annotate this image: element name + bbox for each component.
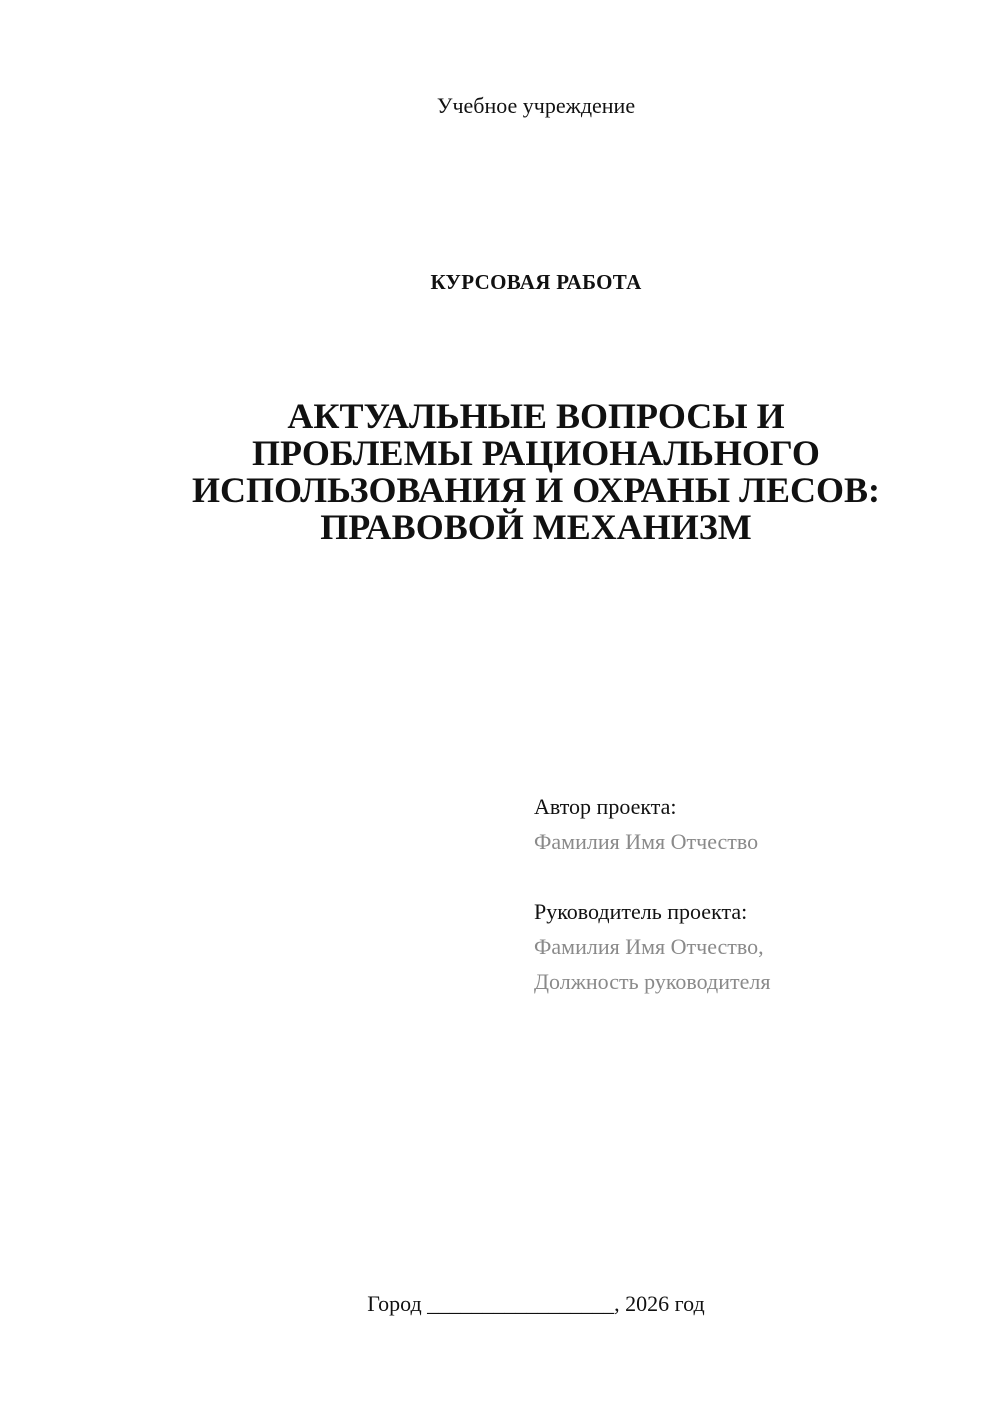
credits-block [534,789,974,999]
author-name-placeholder: Фамилия Имя Отчество [534,829,759,854]
title-line: ПРАВОВОЙ МЕХАНИЗМ [320,507,752,547]
work-type-heading: КУРСОВАЯ РАБОТА [430,270,642,294]
title-line: ПРОБЛЕМЫ РАЦИОНАЛЬНОГО [252,433,820,473]
city-year-footer: Город _________________, 2026 год [367,1291,705,1316]
supervisor-label: Руководитель проекта: [534,899,748,924]
document-title [120,398,952,546]
author-label: Автор проекта: [534,794,677,819]
supervisor-name-placeholder: Фамилия Имя Отчество, [534,934,764,959]
spacer [534,859,974,894]
title-line: АКТУАЛЬНЫЕ ВОПРОСЫ И [287,396,785,436]
title-line: ИСПОЛЬЗОВАНИЯ И ОХРАНЫ ЛЕСОВ: [192,470,880,510]
supervisor-position-placeholder: Должность руководителя [534,969,771,994]
institution-name: Учебное учреждение [436,93,636,118]
